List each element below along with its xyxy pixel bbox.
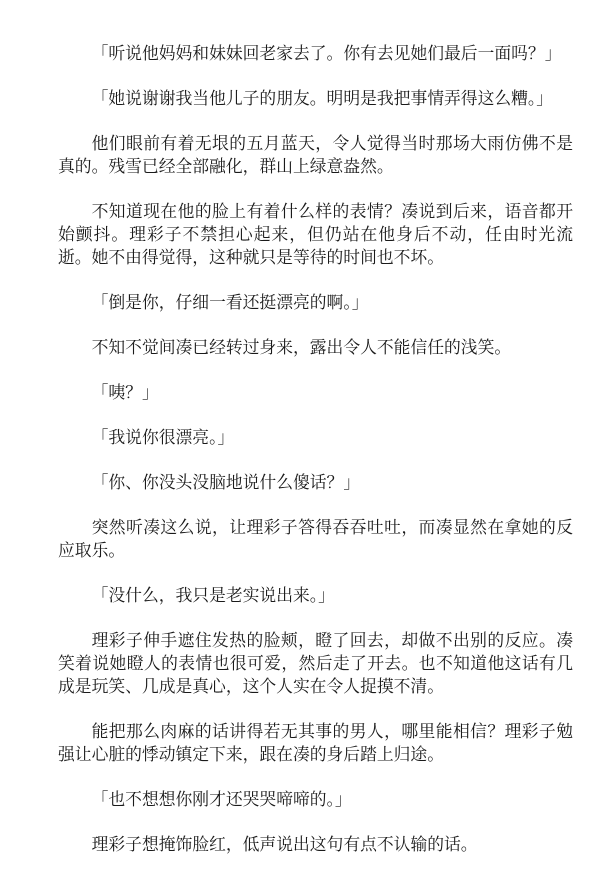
- paragraph-6: 不知不觉间凑已经转过身来，露出令人不能信任的浅笑。: [91, 337, 512, 357]
- paragraph-13: 能把那么肉麻的话讲得若无其事的男人，哪里能相信？理彩子勉强让心脏的悸动镇定下来，跟在凑的身后踏上归途。: [58, 721, 573, 764]
- paragraph-5: 「倒是你，仔细一看还挺漂亮的啊。」: [91, 292, 369, 312]
- paragraph-14: 「也不想想你刚才还哭哭啼啼的。」: [91, 789, 352, 809]
- paragraph-2: 「她说谢谢我当他儿子的朋友。明明是我把事情弄得这么糟。」: [91, 88, 554, 108]
- paragraph-1: 「听说他妈妈和妹妹回老家去了。你有去见她们最后一面吗？」: [91, 43, 562, 63]
- paragraph-7: 「咦？」: [91, 382, 159, 402]
- paragraph-11: 「没什么，我只是老实说出来。」: [91, 585, 335, 605]
- paragraph-3: 他们眼前有着无垠的五月蓝天，令人觉得当时那场大雨仿佛不是真的。残雪已经全部融化，群山上绿意盎然。: [58, 133, 573, 176]
- paragraph-4: 不知道现在他的脸上有着什么样的表情？凑说到后来，语音都开始颤抖。理彩子不禁担心起来，但仍站在他身后不动，任由时光流逝。她不由得觉得，这种就只是等待的时间也不坏。: [58, 201, 573, 267]
- paragraph-15: 理彩子想掩饰脸红，低声说出这句有点不认输的话。: [91, 834, 478, 854]
- paragraph-9: 「你、你没头没脑地说什么傻话？」: [91, 472, 361, 492]
- paragraph-12: 理彩子伸手遮住发热的脸颊，瞪了回去，却做不出别的反应。凑笑着说她瞪人的表情也很可爱，然后走了开去。也不知道他这话有几成是玩笑、几成是真心，这个人实在令人捉摸不清。: [58, 630, 573, 696]
- paragraph-8: 「我说你很漂亮。」: [91, 427, 235, 447]
- paragraph-10: 突然听凑这么说，让理彩子答得吞吞吐吐，而凑显然在拿她的反应取乐。: [58, 517, 573, 560]
